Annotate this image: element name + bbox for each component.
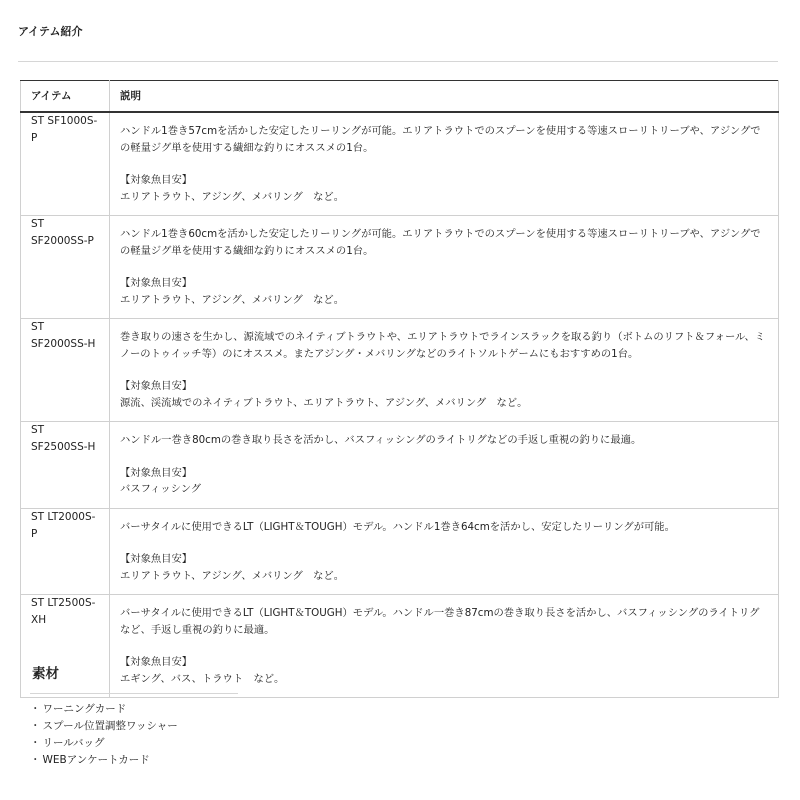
- item-description-cell: [110, 319, 779, 422]
- table-row: [21, 595, 779, 698]
- bullet-icon: ・: [30, 737, 41, 749]
- item-description-cell: [110, 216, 779, 319]
- table-row: [21, 508, 779, 595]
- target-fish-list: エリアトラウト、アジング、メバリング など。: [120, 190, 345, 203]
- item-name: ST SF2500SS-H: [21, 422, 110, 509]
- item-description: ハンドル1巻き60cmを活かした安定したリーリングが可能。エリアトラウトでのスプーンを使用する等速スローリトリーブや、アジングでの軽量ジグ単を使用する繊細な釣りにオススメの1台。: [120, 228, 761, 257]
- bullet-icon: ・: [30, 754, 41, 766]
- list-item-label: WEBアンケートカード: [42, 754, 150, 766]
- bullet-icon: ・: [30, 703, 41, 715]
- target-fish-label: 【対象魚目安】: [120, 277, 193, 289]
- item-description: ハンドル一巻き80cmの巻き取り長さを活かし、バスフィッシングのライトリグなどの手返し重視の釣りに最適。: [120, 434, 642, 446]
- list-item: [30, 735, 178, 752]
- table-row: [21, 112, 779, 216]
- target-fish-list: 源流、渓流域でのネイティブトラウト、エリアトラウト、アジング、メバリング など。: [120, 396, 528, 409]
- page-title: アイテム紹介: [18, 25, 83, 38]
- header-description: 説明: [110, 81, 779, 113]
- item-description-cell: [110, 422, 779, 509]
- list-item: [30, 752, 178, 769]
- item-description-cell: [110, 595, 779, 698]
- table-row: [21, 422, 779, 509]
- item-name: ST LT2500S-XH: [21, 595, 110, 698]
- list-item: [30, 701, 178, 718]
- table-row: [21, 319, 779, 422]
- target-fish-list: エギング、バス、トラウト など。: [120, 672, 285, 685]
- target-fish-label: 【対象魚目安】: [120, 174, 193, 186]
- header-item: アイテム: [21, 81, 110, 113]
- item-description: バーサタイルに使用できるLT（LIGHT＆TOUGH）モデル。ハンドル一巻き87cmの巻き取り長さを活かし、バスフィッシングのライトリグなど、手返し重視の釣りに最適。: [120, 607, 760, 636]
- target-fish-list: バスフィッシング: [120, 483, 202, 495]
- table-header: [21, 81, 779, 113]
- target-fish-label: 【対象魚目安】: [120, 466, 193, 479]
- list-item-label: ワーニングカード: [42, 703, 127, 715]
- item-name: ST SF1000S-P: [21, 112, 110, 216]
- item-name: ST SF2000SS-H: [21, 319, 110, 422]
- item-description: バーサタイルに使用できるLT（LIGHT＆TOUGH）モデル。ハンドル1巻き64cmを活かし、安定したリーリングが可能。: [120, 520, 675, 533]
- materials-list: [30, 701, 178, 769]
- item-description-cell: [110, 508, 779, 595]
- target-fish-list: エリアトラウト、アジング、メバリング など。: [120, 293, 345, 306]
- target-fish-list: エリアトラウト、アジング、メバリング など。: [120, 569, 345, 582]
- item-name: ST LT2000S-P: [21, 508, 110, 595]
- list-item-label: リールバッグ: [42, 737, 105, 749]
- item-name: ST SF2000SS-P: [21, 216, 110, 319]
- item-table: [20, 80, 779, 698]
- list-item: [30, 718, 178, 735]
- materials-divider: [30, 693, 238, 694]
- item-description-cell: [110, 112, 779, 216]
- item-description: 巻き取りの速さを生かし、源流域でのネイティブトラウトや、エリアトラウトでラインスラックを取る釣り（ボトムのリフト＆フォール、ミノーのトゥイッチ等）のにオススメ。またアジング・メバリングなどのライトソルトゲームにもおすすめの1台。: [120, 331, 766, 360]
- list-item-label: スプール位置調整ワッシャー: [42, 720, 178, 732]
- target-fish-label: 【対象魚目安】: [120, 656, 193, 668]
- title-divider: [18, 61, 778, 62]
- target-fish-label: 【対象魚目安】: [120, 380, 193, 392]
- table-row: [21, 216, 779, 319]
- materials-heading: 素材: [32, 666, 59, 682]
- bullet-icon: ・: [30, 720, 41, 732]
- item-description: ハンドル1巻き57cmを活かした安定したリーリングが可能。エリアトラウトでのスプーンを使用する等速スローリトリーブや、アジングでの軽量ジグ単を使用する繊細な釣りにオススメの1台。: [120, 125, 761, 154]
- target-fish-label: 【対象魚目安】: [120, 553, 193, 565]
